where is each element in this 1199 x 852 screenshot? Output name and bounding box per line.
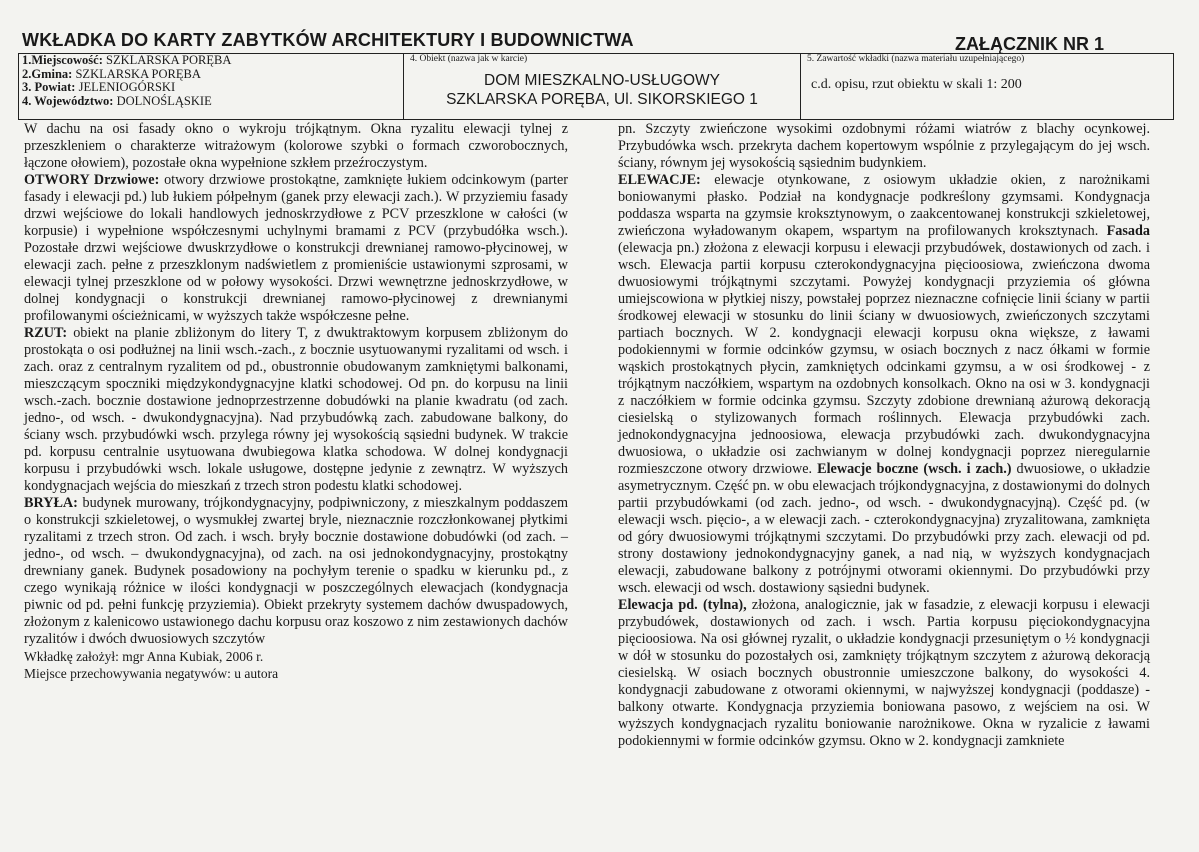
author-line: Wkładkę założył: mgr Anna Kubiak, 2006 r. xyxy=(24,649,264,664)
rear-elevation-paragraph xyxy=(618,597,1150,750)
object-cell xyxy=(404,54,801,119)
commune-label: 2.Gmina: xyxy=(22,66,73,81)
voivodeship-value: DOLNOŚLĄSKIE xyxy=(116,93,212,108)
contents-cell xyxy=(801,54,1173,119)
doors-text: otwory drzwiowe prostokątne, zamknięte łukiem odcinkowym (parter fasady i elewacji pd.) lub łukiem półpełnym (ganek przy elewacji zach.). W przyziemiu fasady drzwi wejściowe do lokali handlowych jednoskrzydłowe z PCV przeszklone w całości (w korpusie) i wypełnione współczesnymi uchylnymi bramami z PCV (przybudółka wsch.). Pozostałe drzwi wejściowe dwuskrzydłowe o konstrukcji drewnianej ramowo-płycinowej, w elewacji zach. pełne z przeszklonym nadświetlem z promieniście ustawionymi szprosami, w elewacji tylnej przeszklone od w połowy wysokości. Drzwi wewnętrzne jednoskrzydłowe, w dolnej kondygnacji o konstrukcji drewnianej ramowo-płycinowej z drewnianymi profilowanymi ościeżnicami, w wyższych także współczesne pełne. xyxy=(24,172,568,324)
annex-number: ZAŁĄCZNIK NR 1 xyxy=(955,34,1104,54)
object-name: DOM MIESZKALNO-USŁUGOWY xyxy=(484,72,720,89)
left-column xyxy=(24,121,568,682)
elevations-heading: ELEWACJE: xyxy=(618,172,701,188)
rear-elevation-text: złożona, analogicznie, jak w fasadzie, z elewacji korpusu i elewacji przybudówek, dostawionych od zach. i wsch. Partia korpusu pięciokondygnacyjna pięcioosiowa. Na osi głównej ryzalit, o układzie kondygnacji przesuniętym o ½ kondygnacji w dół w stosunku do pozostałych osi, zamknięty trójkątnym szczytem z ażurową dekoracją ciesielską. W osiach bocznych obustronnie umieszczone balkony, do wysokości 4. kondygnacji zabudowane z otworami okiennymi, w najwyższej kondygnacji (poddasze) - balkony otwarte. Kondygnacja przyziemia boniowana pasowo, z wejściem na osi. W wyższych kondygnacjach ryzalitu boniowanie narożnikowe. Okna w ryzalicie z ławami podokiennymi w formie odcinków gzymsu. Okno w 2. kondygnacji zamkniete xyxy=(618,597,1150,749)
right-column xyxy=(618,121,1150,750)
commune-value: SZKLARSKA PORĘBA xyxy=(75,66,201,81)
object-label: 4. Obiekt (nazwa jak w karcie) xyxy=(410,54,528,64)
object-address: SZKLARSKA PORĘBA, Ul. SIKORSKIEGO 1 xyxy=(446,91,758,108)
locality-label: 1.Miejscowość: xyxy=(22,53,103,67)
document-title: WKŁADKA DO KARTY ZABYTKÓW ARCHITEKTURY I BUDOWNICTWA xyxy=(22,30,634,50)
doors-paragraph xyxy=(24,172,568,325)
gables-paragraph: pn. Szczyty zwieńczone wysokimi ozdobnymi różami wiatrów z blachy ocynkowej. Przybudówka wsch. przekryta dachem kopertowym wspólnie z przylegającym do jej wsch. ściany, równym jej wysokością sąsiednim budynkiem. xyxy=(618,121,1150,171)
contents-value: c.d. opisu, rzut obiektu w skali 1: 200 xyxy=(811,77,1022,92)
side-elevations-heading: Elewacje boczne (wsch. i zach.) xyxy=(812,461,1012,477)
rear-elevation-heading: Elewacja pd. (tylna), xyxy=(618,597,747,613)
contents-label: 5. Zawartość wkładki (nazwa materiału uzupełniającego) xyxy=(807,54,1025,64)
elevations-text: elewacje otynkowane, z osiowym układzie okien, z narożnikami boniowanymi płasko. Podział na kondygnacje podkreślony gzymsami. Kondygnacja poddasza wsparta na gzymsie kroksztynowym, o zaakcentowanej konstrukcji szkieletowej, zwieńczona wyładowanym okapem, wspartym na profilowanych kroksztynach. xyxy=(618,172,1150,239)
doors-heading: OTWORY Drzwiowe: xyxy=(24,172,160,188)
massing-paragraph xyxy=(24,495,568,648)
facade-text: (elewacja pn.) złożona z elewacji korpusu i elewacji przybudówek, dostawionych od zach. i wsch. Elewacja partii korpusu czterokondygnacyjna pięcioosiowa, zwieńczona dwoma dwuosiowymi trójkątnymi szczytami. Powyżej kondygnacji przyziemia oś główna umiejscowiona w płytkiej niszy, powstałej poprzez nieznaczne cofnięcie linii ściany w partii środkowej elewacji w stosunku do linii ściany w dwuosiowych, zwieńczonych szczytami partiach bocznych. W 2. kondygnacji elewacji korpusu okna większe, z ławami podokiennymi w formie odcinków gzymsu, w osiach bocznych z nacz ółkami w formie wąskich prostokątnych płycin, zamkniętych odcinkami gzymsu, a w osi środkowej - z trójkątnym naczółkiem, wspartym na ozdobnych konsolkach. Okno na osi w 3. kondygnacji z naczółkiem w formie odcinka gzymsu. Szczyty zdobione drewnianą ażurową dekoracją ciesielską o stylizowanych formach roślinnych. Elewacja przybudówki zach. jednokondygnacyjna jednoosiowa, elewacja przybudówki zach. dwukondygnacyjna dwuosiowa, o układzie osi zachwianym w dolnej kondygnacji poprzez nieregularnie rozmieszczone otwory drzwiowe. xyxy=(618,240,1150,477)
commune-line xyxy=(19,68,403,82)
plan-heading: RZUT: xyxy=(24,325,68,341)
locality-value: SZKLARSKA PORĘBA xyxy=(106,53,232,67)
massing-heading: BRYŁA: xyxy=(24,495,78,511)
facade-heading: Fasada xyxy=(1098,223,1151,239)
voivodeship-line xyxy=(19,95,403,109)
plan-paragraph xyxy=(24,325,568,495)
massing-text: budynek murowany, trójkondygnacyjny, podpiwniczony, z mieszkalnym poddaszem o konstrukcji szkieletowej, o wysmukłej zwartej bryle, nieznacznie rozczłonkowanej płytkimi ryzalitami z trzech stron. Od zach. i wsch. bryły bocznie dostawione dobudówki (od zach. – jedno-, od wsch. – dwukondygnacyjna), od zach. na osi jednokondygnacyjny, prostokątny drewniany ganek. Budynek posadowiony na pochyłym terenie o spadku w kierunku pd., z czego wynikają różnice w ilości kondygnacji w poszczególnych elewacjach (kondygnacja piwnic od pd. pełni funkcję przyziemia). Obiekt przekryty systemem dachów dwuspadowych, złożonym z kalenicowo ustawionego dachu korpusu oraz koszowo z nim zestawionych dachów ryzalitów i dwóch dwuosiowych szczytów xyxy=(24,495,568,647)
windows-paragraph: W dachu na osi fasady okno o wykroju trójkątnym. Okna ryzalitu elewacji tylnej z przeszkleniem o charakterze witrażowym (kolorowe szybki o formach czworobocznych, łączone ołowiem), pozostałe okna wypełnione szkłem przeźroczystym. xyxy=(24,121,568,171)
district-value: JELENIOGÓRSKI xyxy=(78,80,176,94)
district-line xyxy=(19,81,403,95)
plan-text: obiekt na planie zbliżonym do litery T, z dwuktraktowym korpusem zbliżonym do prostokąta o osi podłużnej na linii wsch.-zach., z bocznie usytuowanymi ryzalitami od wsch. i zach. oraz z centralnym ryzalitem od pd., obustronnie obudowanym zamkniętymi balkonami, mieszczącym spoczniki międzykondygnacyjne klatki schodowej. Od pn. do korpusu na linii wsch.-zach. bocznie dostawione jednoprzestrzenne dobudówki na planie kwadratu (od zach. jedno-, od wsch. - dwukondygnacyjna). Nad przybudówką zach. zabudowane balkony, do ściany wsch. przybudówki wsch. przylega równy jej wysokością sąsiedni budynek. W trakcie pd. korpusu centralnie usytuowana dwubiegowa klatka schodowa. W dolnej kondygnacji korpusu i przybudówki wsch. lokale usługowe, dostępne jedynie z zewnątrz. W wyższych kondygnacjach wejścia do mieszkań z trzech stron podestu klatki schodowej. xyxy=(24,325,568,494)
side-elevations-text: dwuosiowe, o układzie asymetrycznym. Część pn. w obu elewacjach trójkondygnacyjna, z dostawionymi do dolnych partii przybudówkami (od zach. jedno-, od wsch. - dwukondygnacyjną). Część pd. (w elewacji wsch. pięcio-, a w elewacji zach. - czterokondygnacyjna) zryzalitowana, zamknięta od góry dwuosiowymi trójkątnymi szczytami. Do przybudówki przy zach. elewacji od pd. strony dostawiony jednokondygnacyjny ganek, a nad nią, w wyższych kondygnacjach elewacji, zabudowane balkony z potrójnymi otworami okiennymi. Do przybudówki przy wsch. elewacji od wsch. dostawiony sąsiedni budynek. xyxy=(618,461,1150,596)
elevations-paragraph xyxy=(618,172,1150,597)
voivodeship-label: 4. Województwo: xyxy=(22,93,114,108)
header-table xyxy=(18,53,1174,120)
storage-line: Miejsce przechowywania negatywów: u autora xyxy=(24,666,279,681)
district-label: 3. Powiat: xyxy=(22,80,76,94)
location-cell xyxy=(19,54,404,119)
locality-line xyxy=(19,54,403,68)
